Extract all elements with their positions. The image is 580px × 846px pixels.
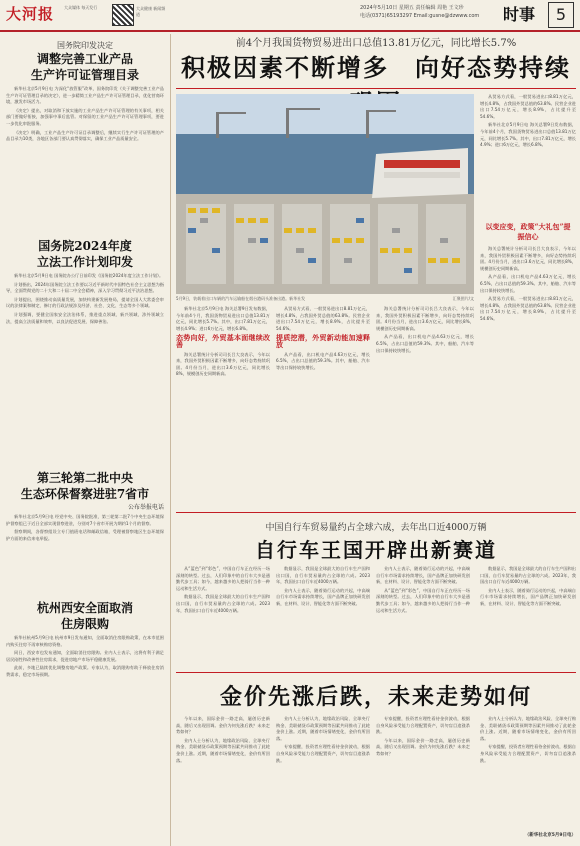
photo-caption: 5月9日，装载着出口车辆的汽车运输船在烟台港码头准备出港。新华社发 — [176, 296, 306, 301]
paragraph: 专家提醒，投资者应理性看待金价波动，根据自身风险承受能力合理配置资产，切勿盲目追涨杀跌。 — [480, 744, 576, 763]
left-column — [0, 34, 171, 846]
paragraph: 海关总署统计分析司司长吕大良表示，今年以来，我国外贸积极因素不断增多，向好态势持续巩固。4月份当月，进出口3.6万亿元，同比增长8%，规模创历史同期新高。 — [376, 306, 474, 331]
article-industrial-permit — [6, 40, 164, 216]
divider — [176, 88, 576, 89]
paragraph: 从贸易方式看，一般贸易进出口8.81万亿元，增长4.8%，占我国外贸总值的63.8%。民营企业进出口7.54万亿元，增长8.9%，占比提升至54.6%。 — [480, 94, 576, 119]
paragraph: 督察期间，各督察组设立专门值班电话和邮政信箱，受理被督察地区生态环境保护方面的来信来电举报。 — [6, 529, 164, 541]
contact-phone: 电话(0371)65193297 — [360, 13, 413, 19]
lead-subhead: 态势向好，外贸基本面继续改善 — [176, 334, 270, 349]
paragraph: 从“蓝色”到“彩色”，中国自行车正在经历一场深刻的转型。过去，人们印象中的自行车大多是通勤代步工具；如今，越来越多的人把骑行当作一种运动和生活方式。 — [376, 587, 470, 613]
responsible-editor: 责任编辑 周艳 王文珍 — [415, 5, 464, 11]
article-title-line: 生态环保督察进驻7省市 — [20, 487, 150, 501]
paragraph: 计划指出，2024年国务院立法工作要以习近平新时代中国特色社会主义思想为指导，全面贯彻党的二十大和二十届二中全会精神，深入学习贯彻习近平法治思想。 — [6, 281, 164, 294]
paragraph: 从产品看，出口机电产品4.63万亿元，增长6.5%，占出口总值的59.3%。其中，船舶、汽车等出口保持较快增长。 — [276, 351, 370, 370]
lead-column-1 — [176, 306, 270, 506]
article-body — [6, 86, 164, 216]
article-eco-inspection — [6, 470, 164, 602]
gold-headline: 金价先涨后跌，未来走势如何 — [219, 684, 532, 710]
paragraph: 数据显示，我国是全球最大的自行车生产国和出口国，自行车贸易量约占全球的六成。2023年，我国出口自行车近4000万辆。 — [176, 594, 270, 613]
paragraph: 从产品看，出口机电产品4.63万亿元，增长6.5%，占出口总值的59.3%。其中，船舶、汽车等出口保持较快增长。 — [480, 274, 576, 293]
lead-kicker: 前4个月我国货物贸易进出口总值13.81万亿元，同比增长5.7% — [235, 38, 517, 49]
paragraph: 《决定》提出，对取消和下放实施的工业产品生产许可证管理的有关事项，相关部门要做好衔接，加强事中事后监管。对保留的工业产品生产许可证管理事项，要进一步优化审批服务。 — [6, 107, 164, 126]
gold-column-1 — [176, 716, 270, 840]
paragraph: 《决定》明确，工业产品生产许可证目录调整后，继续实行生产许可证管理的产品目录为10类，各地区各部门要认真贯彻落实，确保工业产品质量安全。 — [6, 129, 164, 142]
paragraph: 专家提醒，投资者应理性看待金价波动，根据自身风险承受能力合理配置资产，切勿盲目追涨杀跌。 — [376, 716, 470, 735]
contact-email: Email:gusne@dzwww.com — [413, 13, 480, 19]
article-housing-policy — [6, 600, 164, 839]
port-photo-illustration — [176, 94, 474, 294]
article-title-line: 立法工作计划印发 — [36, 255, 133, 269]
gold-column-4 — [480, 716, 576, 830]
bicycle-column-4 — [480, 566, 576, 666]
paragraph: 数据显示，我国是全球最大的自行车生产国和出口国，自行车贸易量约占全球的六成。2023年，我国出口自行车近4000万辆。 — [480, 566, 576, 585]
paragraph: 新华社北京5月9日电 经党中央、国务院批准，第三轮第二批7个中央生态环境保护督察组已于近日全部实现督察进驻，分别对7个省市开展为期约1个月的督察。 — [6, 514, 164, 526]
paragraph: 新华社北京5月9日电 国务院办公厅日前印发《国务院2024年度立法工作计划》。 — [14, 273, 164, 278]
masthead-meta — [360, 4, 479, 20]
paragraph: 新华社北京5月9日电 海关总署9日发布数据，今年前4个月，我国货物贸易进出口总值13.81万亿元，同比增长5.7%。其中，出口7.81万亿元，增长4.9%；进口6万亿元，增长6.8%。 — [176, 306, 270, 331]
logo-subtitle: 大众媒体 每天发行 — [64, 5, 98, 10]
paragraph: 业内人士表示，随着骑行运动的兴起，中高端自行车市场需求持续增长，国产品牌正加快研发创新，在材料、设计、智能化等方面不断突破。 — [376, 566, 470, 585]
divider — [176, 672, 576, 673]
article-title-line: 国务院2024年度 — [38, 239, 132, 253]
paragraph: 新华社北京5月9日电 海关总署9日发布数据，今年前4个月，我国货物贸易进出口总值13.81万亿元，同比增长5.7%。其中，出口7.81万亿元，增长4.9%；进口6万亿元，增长6.8%。 — [480, 122, 576, 148]
article-title-line: 住房限购 — [60, 617, 109, 631]
lead-column-3 — [376, 306, 474, 506]
paragraph: 从贸易方式看，一般贸易进出口8.81万亿元，增长4.8%，占我国外贸总值的63.8%。民营企业进出口7.54万亿元，增长8.9%，占比提升至54.6%。 — [480, 296, 576, 321]
paragraph: 计划强调，要健全国家安全法治体系，推进重点领域、新兴领域、涉外领域立法，提高立法质量和效率，以良法促进发展、保障善治。 — [6, 311, 164, 324]
article-body — [6, 273, 164, 471]
paragraph: 从贸易方式看，一般贸易进出口8.81万亿元，增长4.8%，占我国外贸总值的63.8%。民营企业进出口7.54万亿元，增长8.9%，占比提升至54.6%。 — [276, 306, 370, 331]
article-title-line: 第三轮第二批中央 — [36, 471, 133, 485]
section-title: 时事 — [503, 5, 536, 24]
lead-right-column-top — [480, 94, 576, 220]
gold-column-3 — [376, 716, 470, 840]
paragraph: 计划提出，围绕推动高质量发展，加快构建新发展格局，提请全国人大常委会审议的法律案和制定、修订的行政法规涉及经济、社会、文化、生态等多个领域。 — [6, 296, 164, 309]
gold-byline: （新华社北京5月9日电） — [524, 833, 576, 838]
paragraph: 此前，多地已陆续优化调整房地产政策。专家认为，取消限购有助于释放住房消费需求，稳定市场预期。 — [6, 665, 164, 677]
lead-column-2 — [276, 306, 370, 506]
paragraph: 业内人士分析认为，地缘政治风险、全球央行购金、美联储货币政策预期等因素共同推动了此轮金价上涨。近期，随着市场情绪变化，金价有所回落。 — [276, 716, 370, 741]
lead-callout: 以变应变，政策“大礼包”提振信心 — [485, 222, 571, 241]
article-legislation-plan — [6, 238, 164, 471]
paragraph: 新华社北京5月9日电 为深化“放管服”改革，国务院印发《关于调整完善工业产品生产许可证管理目录的决定》，进一步精简工业产品生产许可证管理目录，优化营商环境，激发市场活力。 — [6, 86, 164, 105]
paragraph: 今年以来，国际金价一路走高，屡创历史新高，随后又出现回调。金价为何先涨后跌？未来走势如何？ — [176, 716, 270, 735]
bicycle-column-3 — [376, 566, 470, 666]
article-body — [6, 514, 164, 602]
qr-label: 大众健康 新闻频道 — [136, 6, 166, 17]
page-number: 5 — [548, 2, 574, 28]
paragraph: 海关总署统计分析司司长吕大良表示，今年以来，我国外贸积极因素不断增多，向好态势持续巩固。4月份当月，进出口3.6万亿元，同比增长8%，规模创历史同期新高。 — [176, 351, 270, 377]
paragraph: 今年以来，国际金价一路走高，屡创历史新高，随后又出现回调。金价为何先涨后跌？未来走势如何？ — [376, 737, 470, 756]
article-kicker: 国务院印发决定 — [57, 41, 113, 50]
paragraph: 新华社杭州5月9日电 杭州市9日发布通知，全面取消住房限购政策，在本市范围内购买住房不再审核购房资格。 — [6, 635, 164, 647]
article-title-line: 杭州西安全面取消 — [36, 601, 133, 615]
bicycle-kicker: 中国自行车贸易量约占全球六成，去年出口近4000万辆 — [265, 523, 487, 533]
paragraph: 从“蓝色”到“彩色”，中国自行车正在经历一场深刻的转型。过去，人们印象中的自行车大多是通勤代步工具；如今，越来越多的人把骑行当作一种运动和生活方式。 — [176, 566, 270, 591]
paragraph: 专家提醒，投资者应理性看待金价波动，根据自身风险承受能力合理配置资产，切勿盲目追涨杀跌。 — [276, 744, 370, 763]
photo-credit: 汇聚图片/文 — [452, 296, 474, 301]
paragraph: 业内人士分析认为，地缘政治风险、全球央行购金、美联储货币政策预期等因素共同推动了此轮金价上涨。近期，随着市场情绪变化，金价有所回落。 — [176, 737, 270, 763]
lead-headline: 积极因素不断增多 向好态势持续 — [181, 53, 571, 82]
issue-weekday: 星期五 — [398, 5, 414, 11]
article-body — [6, 635, 164, 839]
paragraph: 同日，西安市也发布通知，全面取消住房限购。业内人士表示，这将有利于满足居民刚性和改善性住房需求，促进房地产市场平稳健康发展。 — [6, 650, 164, 662]
lead-subhead: 提质挖潜，外贸新动能加速释放 — [276, 334, 370, 349]
article-byline: 公布举报电话 — [127, 504, 164, 511]
gold-column-2 — [276, 716, 370, 840]
port-photo — [176, 94, 474, 294]
paragraph: 业内人士表示，随着骑行运动的兴起，中高端自行车市场需求持续增长，国产品牌正加快研发创新，在材料、设计、智能化等方面不断突破。 — [480, 587, 576, 606]
paragraph: 数据显示，我国是全球最大的自行车生产国和出口国，自行车贸易量约占全球的六成。2023年，我国出口自行车近4000万辆。 — [276, 566, 370, 585]
paragraph: 业内人士分析认为，地缘政治风险、全球央行购金、美联储货币政策预期等因素共同推动了此轮金价上涨。近期，随着市场情绪变化，金价有所回落。 — [480, 716, 576, 741]
bicycle-column-2 — [276, 566, 370, 666]
lead-right-column-bottom — [480, 246, 576, 508]
article-title-line: 调整完善工业产品 — [36, 52, 133, 66]
qr-code-icon — [112, 4, 134, 26]
issue-date: 2024年5月10日 — [360, 5, 398, 11]
article-title-line: 生产许可证管理目录 — [30, 68, 139, 82]
bicycle-column-1 — [176, 566, 270, 666]
divider — [176, 512, 576, 513]
paragraph: 从产品看，出口机电产品4.63万亿元，增长6.5%，占出口总值的59.3%。其中，船舶、汽车等出口保持较快增长。 — [376, 334, 474, 353]
newspaper-logo: 大河报 — [6, 5, 55, 23]
bicycle-headline: 自行车王国开辟出新赛道 — [255, 538, 497, 562]
paragraph: 海关总署统计分析司司长吕大良表示，今年以来，我国外贸积极因素不断增多，向好态势持续巩固。4月份当月，进出口3.6万亿元，同比增长8%，规模创历史同期新高。 — [480, 246, 576, 271]
paragraph: 业内人士表示，随着骑行运动的兴起，中高端自行车市场需求持续增长，国产品牌正加快研发创新，在材料、设计、智能化等方面不断突破。 — [276, 587, 370, 606]
